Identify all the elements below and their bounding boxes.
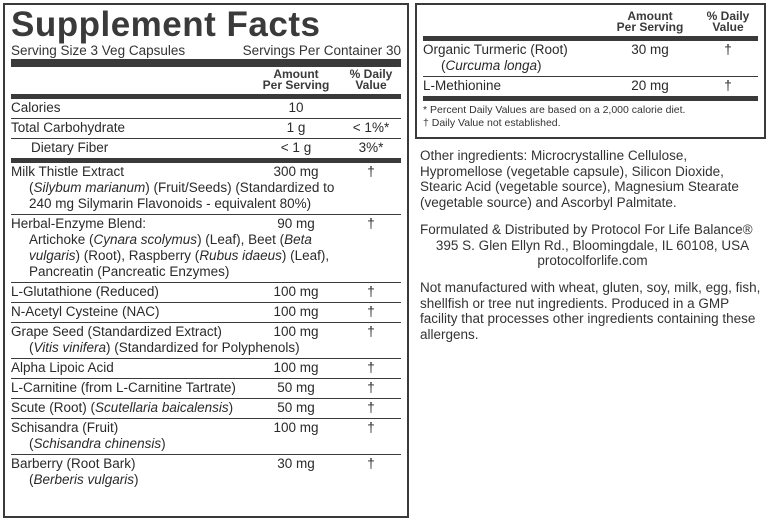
row-barberry: Barberry (Root Bark) 30 mg † (Berberis vulgaris): [11, 456, 375, 487]
amount-header-right: Amount Per Serving: [616, 9, 684, 34]
row-scute: Scute (Root) (Scutellaria baicalensis) 50 mg †: [11, 400, 375, 415]
row-milk-thistle: Milk Thistle Extract 300 mg † (Silybum marianum) (Fruit/Seeds) (Standardized to 240 mg Silymarin Flavonoids - equivalent 80%): [11, 164, 375, 211]
amount-header: Amount Per Serving: [262, 67, 330, 92]
row-organic-turmeric: Organic Turmeric (Root) 30 mg † (Curcuma longa): [423, 42, 732, 73]
column-header-right: [423, 5, 758, 36]
panel-title: Supplement Facts: [11, 5, 321, 44]
row-alpha-lipoic-acid: Alpha Lipoic Acid 100 mg †: [11, 360, 375, 375]
row-grape-seed: Grape Seed (Standardized Extract) 100 mg † (Vitis vinifera) (Standardized for Polyphenols): [11, 324, 375, 355]
serving-info: [11, 43, 401, 59]
row-schisandra: Schisandra (Fruit) 100 mg † (Schisandra chinensis): [11, 420, 375, 451]
address-line: 395 S. Glen Ellyn Rd., Bloomingdale, IL 60108, USA: [435, 237, 750, 253]
row-nac: N-Acetyl Cysteine (NAC) 100 mg †: [11, 304, 375, 319]
column-header: [11, 67, 401, 94]
footnote-daily-values: * Percent Daily Values are based on a 2,000 calorie diet.: [423, 104, 686, 116]
distributor-line: Formulated & Distributed by Protocol For Life Balance®: [420, 222, 753, 237]
row-l-carnitine: L-Carnitine (from L-Carnitine Tartrate) 50 mg †: [11, 380, 375, 395]
serving-size: Serving Size 3 Veg Capsules: [11, 43, 186, 58]
website: protocolforlife.com: [537, 253, 648, 268]
other-ingredients: Other ingredients: Microcrystalline Cellulose, Hypromellose (vegetable capsule), Silicon Dioxide, Stearic Acid (vegetable source), Magnesium Stearate (vegetable source) and Ascorbyl Palmitate.: [420, 148, 739, 210]
row-l-glutathione: L-Glutathione (Reduced) 100 mg †: [11, 284, 375, 299]
dv-header: % Daily Value: [349, 67, 393, 92]
servings-per-container: Servings Per Container 30: [242, 43, 401, 58]
row-l-methionine: L-Methionine 20 mg †: [423, 78, 732, 93]
distributor-info: [420, 222, 765, 269]
footnotes: [423, 101, 758, 130]
row-total-carbohydrate: Total Carbohydrate 1 g < 1%*: [11, 120, 390, 135]
supplement-facts-panel: [3, 3, 409, 518]
supplement-facts-continued-panel: [415, 3, 766, 139]
row-herbal-enzyme-blend: Herbal-Enzyme Blend: 90 mg † Artichoke (Cynara scolymus) (Leaf), Beet (Beta vulgaris) (Root), Raspberry (Rubus idaeus) (Leaf), Pancreatin (Pancreatic Enzymes): [11, 216, 375, 279]
dv-header-right: % Daily Value: [706, 9, 750, 34]
footnote-not-established: † Daily Value not established.: [423, 117, 561, 129]
allergen-statement: Not manufactured with wheat, gluten, soy, milk, egg, fish, shellfish or tree nut ingredients. Produced in a GMP facility that processes other ingredients containing these allergens.: [420, 280, 761, 342]
thick-divider: [11, 59, 401, 67]
row-dietary-fiber: Dietary Fiber < 1 g 3%*: [31, 140, 384, 155]
row-calories: Calories 10: [11, 100, 304, 115]
